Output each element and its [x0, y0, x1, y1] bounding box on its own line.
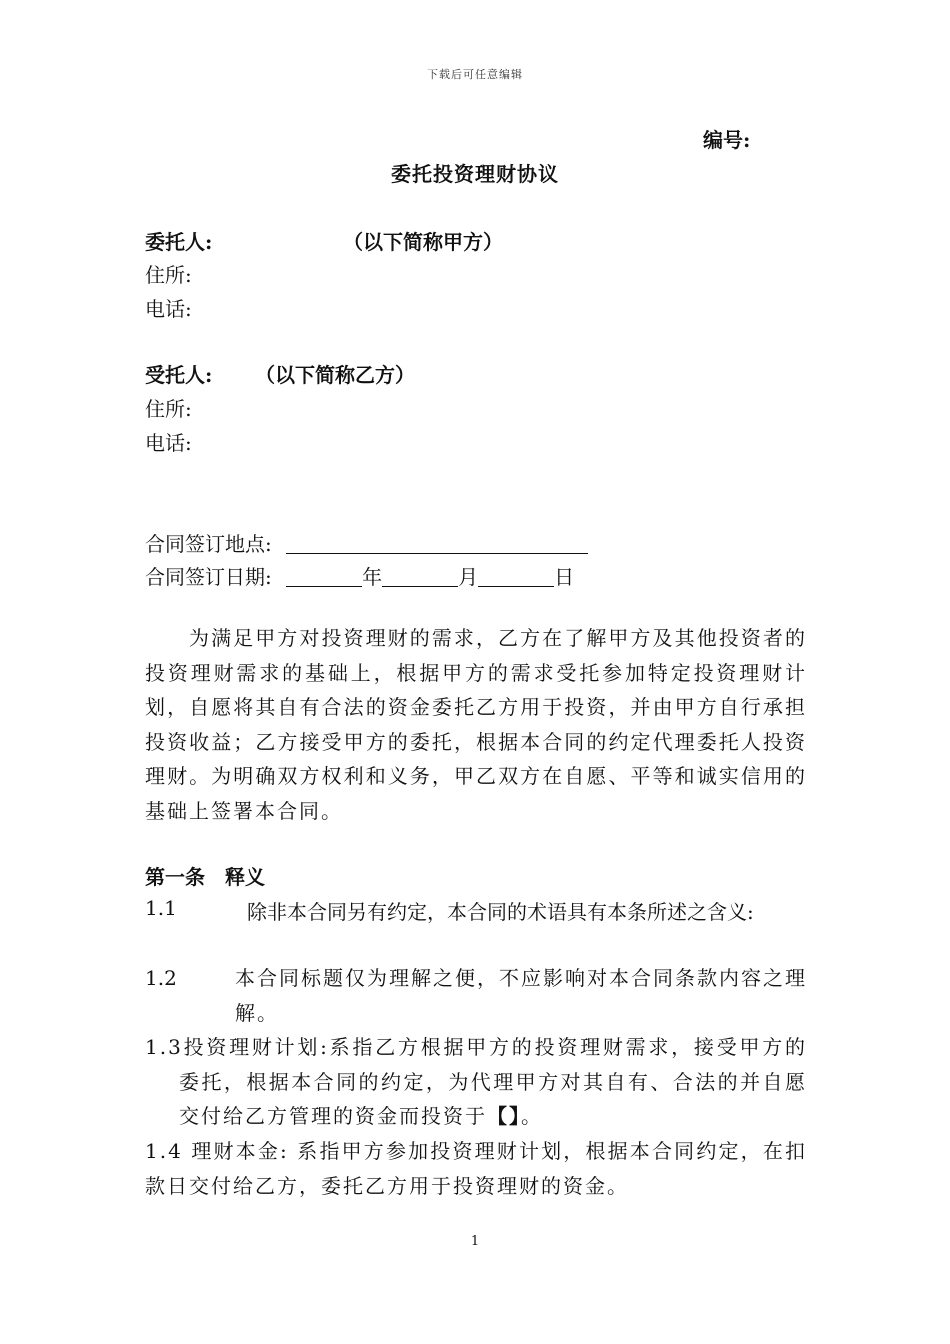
signing-date-label: 合同签订日期:: [145, 565, 272, 589]
party-a-address-label: 住所:: [145, 263, 192, 287]
party-b-phone-label: 电话:: [145, 431, 192, 455]
clause-1-3-text: 投资理财计划:系指乙方根据甲方的投资理财需求，接受甲方的委托，根据本合同的约定，为代理甲方对其自有、合法的并自愿交付给乙方管理的资金而投资于: [179, 1035, 807, 1129]
party-b-alias: （以下简称乙方）: [255, 363, 415, 387]
signing-day-label: 日: [554, 565, 575, 589]
clause-1-3-number: 1.3: [145, 1035, 183, 1059]
clause-1-3-bracket: 【】: [487, 1104, 521, 1129]
party-a-phone-label: 电话:: [145, 297, 192, 321]
document-title: 委托投资理财协议: [391, 162, 559, 186]
preamble-paragraph: [145, 621, 807, 829]
signing-place-label: 合同签订地点:: [145, 532, 272, 556]
clause-1-2-paragraph: [235, 961, 807, 1030]
signing-date-row: [145, 561, 574, 590]
party-a-alias: （以下简称甲方）: [343, 230, 503, 254]
clause-1-3-paragraph: [145, 1030, 807, 1134]
page-header-note: 下载后可任意编辑: [427, 68, 523, 81]
signing-year-blank: [286, 566, 362, 587]
party-b-address-label: 住所:: [145, 397, 192, 421]
signing-day-blank: [478, 566, 554, 587]
clause-1-4-paragraph: [145, 1134, 807, 1203]
clause-1-2-number: 1.2: [145, 966, 177, 990]
document-number-label: 编号:: [703, 128, 751, 152]
clause-1-3-end: 。: [521, 1104, 543, 1129]
clause-1-1-number: 1.1: [145, 896, 177, 920]
clause-1-1-text: 除非本合同另有约定，本合同的术语具有本条所述之含义:: [247, 900, 754, 924]
signing-month-label: 月: [458, 565, 479, 589]
signing-place-blank: [286, 533, 588, 554]
signing-place-row: [145, 528, 588, 557]
article-1-heading: 第一条 释义: [145, 865, 265, 889]
party-a-label: 委托人:: [145, 230, 213, 254]
clause-1-4-number: 1.4: [145, 1139, 183, 1163]
clause-1-4-text: 理财本金: 系指甲方参加投资理财计划，根据本合同约定，在扣款日交付给乙方，委托乙方用于投资理财的资金。: [145, 1139, 807, 1198]
signing-month-blank: [382, 566, 458, 587]
signing-year-label: 年: [362, 565, 383, 589]
page-number: 1: [470, 1234, 480, 1249]
clause-1-2-text: 本合同标题仅为理解之便，不应影响对本合同条款内容之理解。: [235, 966, 807, 1025]
party-b-label: 受托人:: [145, 363, 213, 387]
preamble-text: 为满足甲方对投资理财的需求，乙方在了解甲方及其他投资者的投资理财需求的基础上，根据甲方的需求受托参加特定投资理财计划，自愿将其自有合法的资金委托乙方用于投资，并由甲方自行承担投资收益；乙方接受甲方的委托，根据本合同的约定代理委托人投资理财。为明确双方权利和义务，甲乙双方在自愿、平等和诚实信用的基础上签署本合同。: [145, 626, 807, 823]
